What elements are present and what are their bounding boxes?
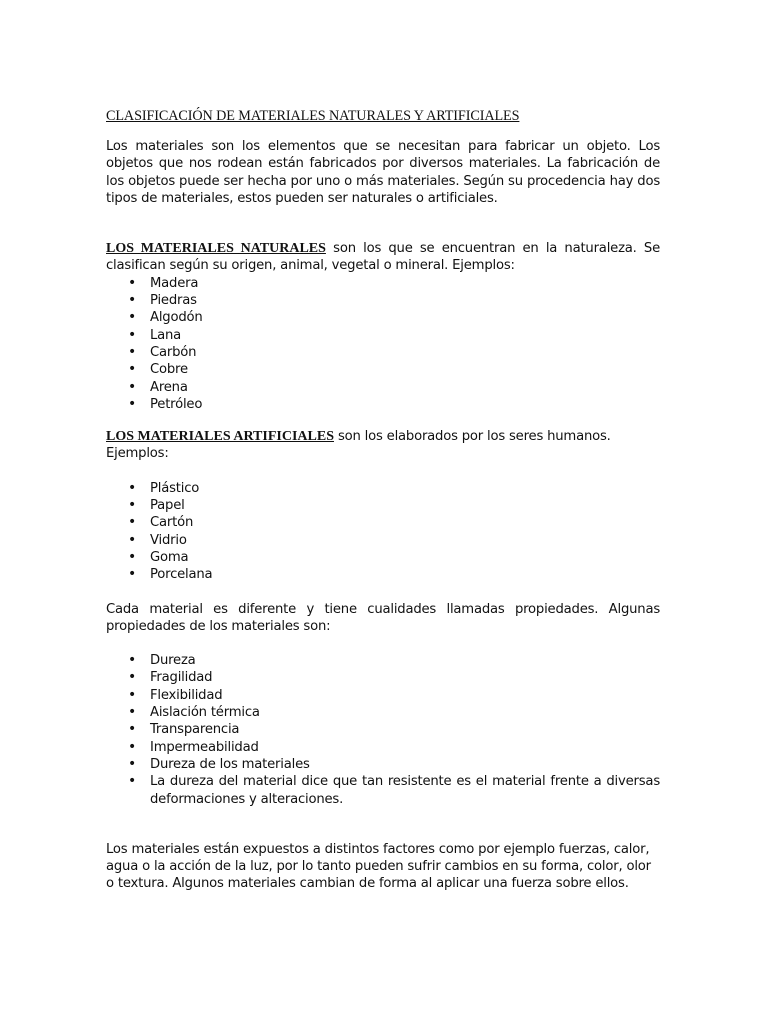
list-item: • Transparencia <box>150 721 660 738</box>
list-item: • Lana <box>150 327 660 344</box>
list-item: • Vidrio <box>150 532 660 549</box>
list-item: • Piedras <box>150 292 660 309</box>
document-title: CLASIFICACIÓN DE MATERIALES NATURALES Y ARTIFICIALES <box>106 108 520 124</box>
list-item: • Aislación térmica <box>150 704 660 721</box>
list-item: • Algodón <box>150 309 660 326</box>
list-item: • Petróleo <box>150 396 660 413</box>
list-item: • Carbón <box>150 344 660 361</box>
artificial-list <box>106 480 660 584</box>
list-item: • Dureza <box>150 652 660 669</box>
list-item: • Cobre <box>150 361 660 378</box>
list-item: • Impermeabilidad <box>150 739 660 756</box>
properties-list <box>106 652 660 808</box>
list-item: • Dureza de los materiales <box>150 756 660 773</box>
list-item: • Flexibilidad <box>150 687 660 704</box>
list-item: • Plástico <box>150 480 660 497</box>
natural-heading: LOS MATERIALES NATURALES <box>106 241 326 257</box>
natural-list <box>106 275 660 413</box>
list-item: • Porcelana <box>150 566 660 583</box>
artificial-description: son los elaborados por los seres humanos. Ejemplos: <box>106 429 611 462</box>
properties-paragraph: Cada material es diferente y tiene cualidades llamadas propiedades. Algunas propiedades de los materiales son: <box>106 601 660 634</box>
list-item: • Arena <box>150 379 660 396</box>
natural-paragraph <box>106 240 660 275</box>
artificial-paragraph <box>106 428 660 463</box>
list-item: • Fragilidad <box>150 669 660 686</box>
list-item: • La dureza del material dice que tan resistente es el material frente a diversas deformaciones y alteraciones. <box>150 773 660 808</box>
list-item: • Madera <box>150 275 660 292</box>
intro-paragraph: Los materiales son los elementos que se necesitan para fabricar un objeto. Los objetos que nos rodean están fabricados por diversos materiales. La fabricación de los objetos puede ser hecha por uno o más materiales. Según su procedencia hay dos tipos de materiales, estos pueden ser naturales o artificiales. <box>106 139 660 206</box>
artificial-heading: LOS MATERIALES ARTIFICIALES <box>106 429 334 445</box>
natural-description: son los que se encuentran en la naturaleza. Se clasifican según su origen, animal, vegetal o mineral. Ejemplos: <box>106 241 660 274</box>
list-item: • Cartón <box>150 514 660 531</box>
list-item: • Goma <box>150 549 660 566</box>
closing-paragraph: Los materiales están expuestos a distintos factores como por ejemplo fuerzas, calor, agua o la acción de la luz, por lo tanto pueden sufrir cambios en su forma, color, olor o textura. Algunos materiales cambian de forma al aplicar una fuerza sobre ellos. <box>106 841 651 892</box>
list-item: • Papel <box>150 497 660 514</box>
